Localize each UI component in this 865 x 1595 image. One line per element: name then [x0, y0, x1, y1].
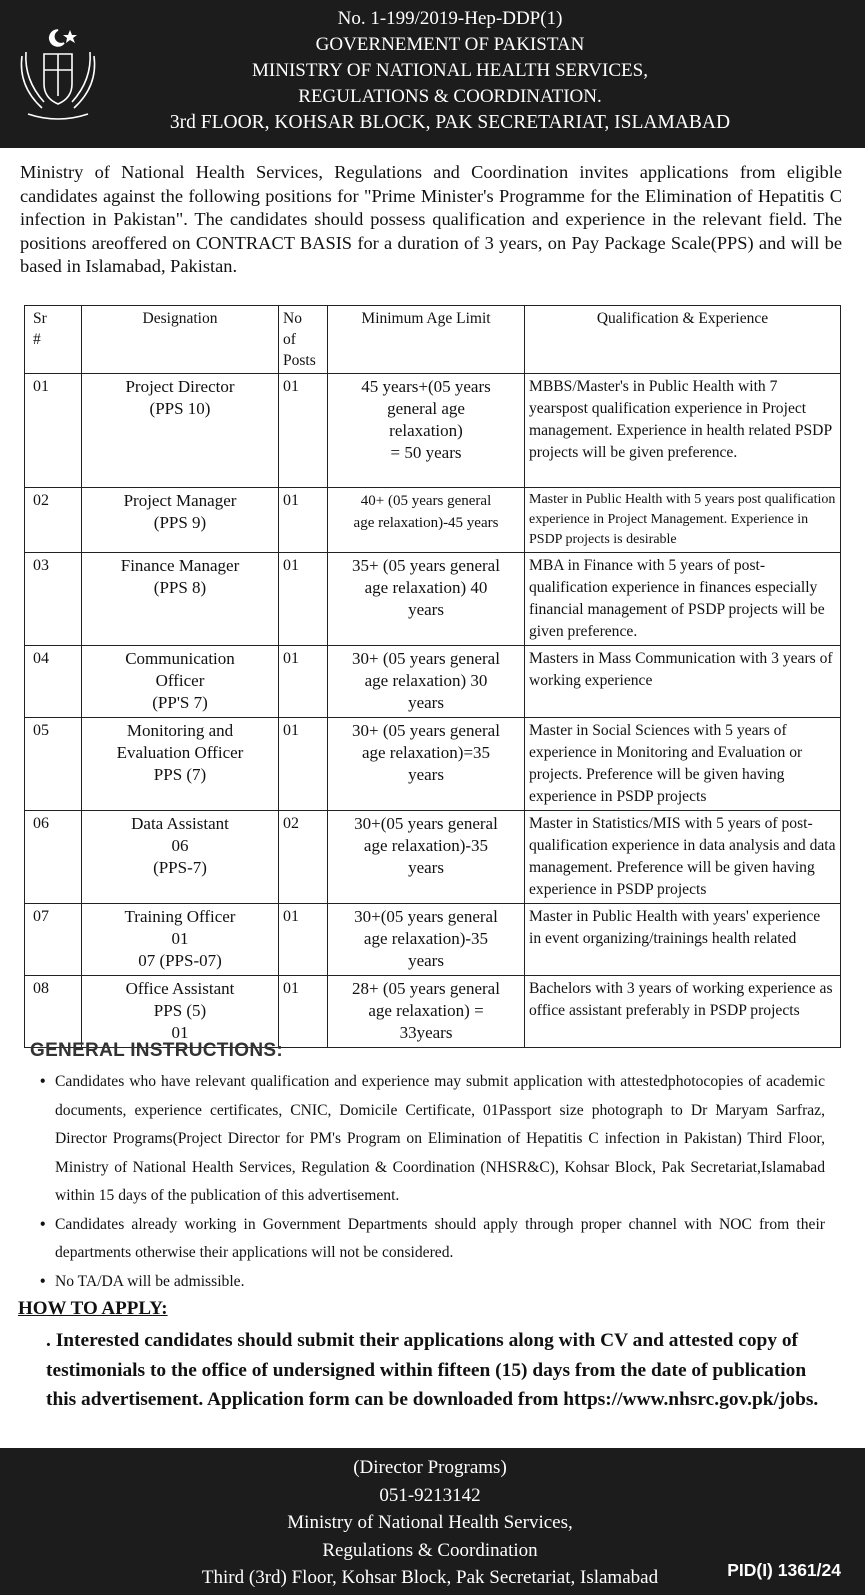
row-sr: 05 — [25, 718, 82, 811]
general-instructions-title: GENERAL INSTRUCTIONS: — [30, 1040, 283, 1061]
row-age: 30+(05 years general age relaxation)-35 years — [328, 904, 525, 976]
row-posts: 01 — [279, 718, 328, 811]
footer-phone: 051-9213142 — [379, 1484, 481, 1506]
row-qualification: Master in Public Health with 5 years post qualification experience in Project Management. Experience in PSDP projects is desirable — [525, 488, 841, 553]
header-age: Minimum Age Limit — [328, 306, 525, 374]
row-posts: 01 — [279, 904, 328, 976]
row-qualification: Master in Statistics/MIS with 5 years of post-qualification experience in data analysis and data management. Preference will be given having experience in PSDP projects — [525, 811, 841, 904]
ministry-address: 3rd FLOOR, KOHSAR BLOCK, PAK SECRETARIAT, ISLAMABAD — [169, 112, 731, 133]
row-age: 30+(05 years general age relaxation)-35 years — [328, 811, 525, 904]
row-age: 28+ (05 years general age relaxation) = 33years — [328, 976, 525, 1048]
pid-number: PID(I) 1361/24 — [727, 1560, 841, 1580]
row-designation: Training Officer 01 07 (PPS-07) — [82, 904, 279, 976]
ministry-name-2: REGULATIONS & COORDINATION. — [298, 86, 602, 107]
ad-header — [0, 0, 865, 148]
row-designation: Project Manager (PPS 9) — [82, 488, 279, 553]
row-age: 40+ (05 years general age relaxation)-45 years — [328, 488, 525, 553]
table-row — [25, 374, 841, 488]
table-row — [25, 553, 841, 646]
row-posts: 01 — [279, 646, 328, 718]
how-to-apply-text: . Interested candidates should submit their applications along with CV and attested copy of testimonials to the office of undersigned within fifteen (15) days from the date of publication this advertisement. Application form can be downloaded from https://www.nhsrc.gov.pk/jobs. — [46, 1330, 819, 1410]
row-qualification: Master in Public Health with years' experience in event organizing/trainings health related — [525, 904, 841, 976]
how-to-apply-title: HOW TO APPLY: — [18, 1298, 168, 1319]
row-posts: 01 — [279, 553, 328, 646]
state-emblem-icon — [14, 26, 102, 124]
intro-paragraph: Ministry of National Health Services, Regulations and Coordination invites applications from eligible candidates against the following positions for "Prime Minister's Programme for the Elimination of Hepatitis C infection in Pakistan". The candidates should possess qualification and experience in the relevant field. The positions areoffered on CONTRACT BASIS for a duration of 3 years, on Pay Package Scale(PPS) and will be based in Islamabad, Pakistan. — [20, 162, 842, 277]
ministry-name: MINISTRY OF NATIONAL HEALTH SERVICES, — [252, 60, 648, 81]
row-designation: Office Assistant PPS (5) 01 — [82, 976, 279, 1048]
header-designation: Designation — [82, 306, 279, 374]
table-row — [25, 646, 841, 718]
row-qualification: Master in Social Sciences with 5 years of experience in Monitoring and Evaluation or projects. Preference will be given having experience in PSDP projects — [525, 718, 841, 811]
row-qualification: MBA in Finance with 5 years of post-qualification experience in finances especially financial management of PSDP projects will be given preference. — [525, 553, 841, 646]
row-sr: 04 — [25, 646, 82, 718]
row-sr: 03 — [25, 553, 82, 646]
list-item: • Candidates already working in Government Departments should apply through proper channel with NOC from their departments otherwise their applications will not be considered. — [40, 1211, 825, 1268]
row-sr: 01 — [25, 374, 82, 488]
header-qualification: Qualification & Experience — [525, 306, 841, 374]
footer-ministry: Ministry of National Health Services, — [287, 1512, 573, 1533]
table-header-row — [25, 306, 841, 374]
table-row — [25, 976, 841, 1048]
row-posts: 01 — [279, 374, 328, 488]
ad-footer — [0, 1448, 865, 1595]
row-designation: Communication Officer (PP'S 7) — [82, 646, 279, 718]
row-qualification: Masters in Mass Communication with 3 years of working experience — [525, 646, 841, 718]
row-age: 45 years+(05 years general age relaxation) = 50 years — [328, 374, 525, 488]
list-item: • Candidates who have relevant qualification and experience may submit application with attestedphotocopies of academic documents, experience certificates, CNIC, Domicile Certificate, 01Passport size photograph to Dr Maryam Sarfraz, Director Programs(Project Director for PM's Program on Elimination of Hepatitis C infection in Pakistan) Third Floor, Ministry of National Health Services, Regulation & Coordination (NHSR&C), Kohsar Block, Pak Secretariat,Islamabad within 15 days of the publication of this advertisement. — [40, 1068, 825, 1211]
row-designation: Data Assistant 06 (PPS-7) — [82, 811, 279, 904]
row-sr: 06 — [25, 811, 82, 904]
row-age: 30+ (05 years general age relaxation) 30 years — [328, 646, 525, 718]
bullet-icon: • — [40, 1215, 46, 1233]
row-sr: 08 — [25, 976, 82, 1048]
row-designation: Monitoring and Evaluation Officer PPS (7) — [82, 718, 279, 811]
header-posts: No of Posts — [279, 306, 328, 374]
header-lines — [110, 6, 790, 136]
row-age: 30+ (05 years general age relaxation)=35 years — [328, 718, 525, 811]
footer-ministry-2: Regulations & Coordination — [322, 1539, 538, 1561]
footer-contact — [130, 1454, 730, 1592]
table-row — [25, 811, 841, 904]
footer-address: Third (3rd) Floor, Kohsar Block, Pak Secretariat, Islamabad — [201, 1567, 659, 1588]
general-instructions-list — [40, 1068, 825, 1296]
positions-table — [24, 305, 841, 1048]
footer-designation: (Director Programs) — [353, 1457, 507, 1478]
govt-name: GOVERNEMENT OF PAKISTAN — [315, 34, 585, 55]
row-sr: 07 — [25, 904, 82, 976]
row-designation: Project Director (PPS 10) — [82, 374, 279, 488]
row-designation: Finance Manager (PPS 8) — [82, 553, 279, 646]
bullet-icon: • — [40, 1073, 46, 1090]
list-item: • No TA/DA will be admissible. — [40, 1268, 825, 1297]
row-qualification: MBBS/Master's in Public Health with 7 yearspost qualification experience in Project management. Experience in health related PSDP projects will be given preference. — [525, 374, 841, 488]
header-sr: Sr # — [25, 306, 82, 374]
row-age: 35+ (05 years general age relaxation) 40 years — [328, 553, 525, 646]
bullet-icon: • — [40, 1272, 46, 1290]
table-row — [25, 904, 841, 976]
row-posts: 02 — [279, 811, 328, 904]
ref-number: No. 1-199/2019-Hep-DDP(1) — [337, 8, 563, 29]
row-posts: 01 — [279, 976, 328, 1048]
row-posts: 01 — [279, 488, 328, 553]
table-row — [25, 488, 841, 553]
row-sr: 02 — [25, 488, 82, 553]
row-qualification: Bachelors with 3 years of working experience as office assistant preferably in PSDP projects — [525, 976, 841, 1048]
table-row — [25, 718, 841, 811]
